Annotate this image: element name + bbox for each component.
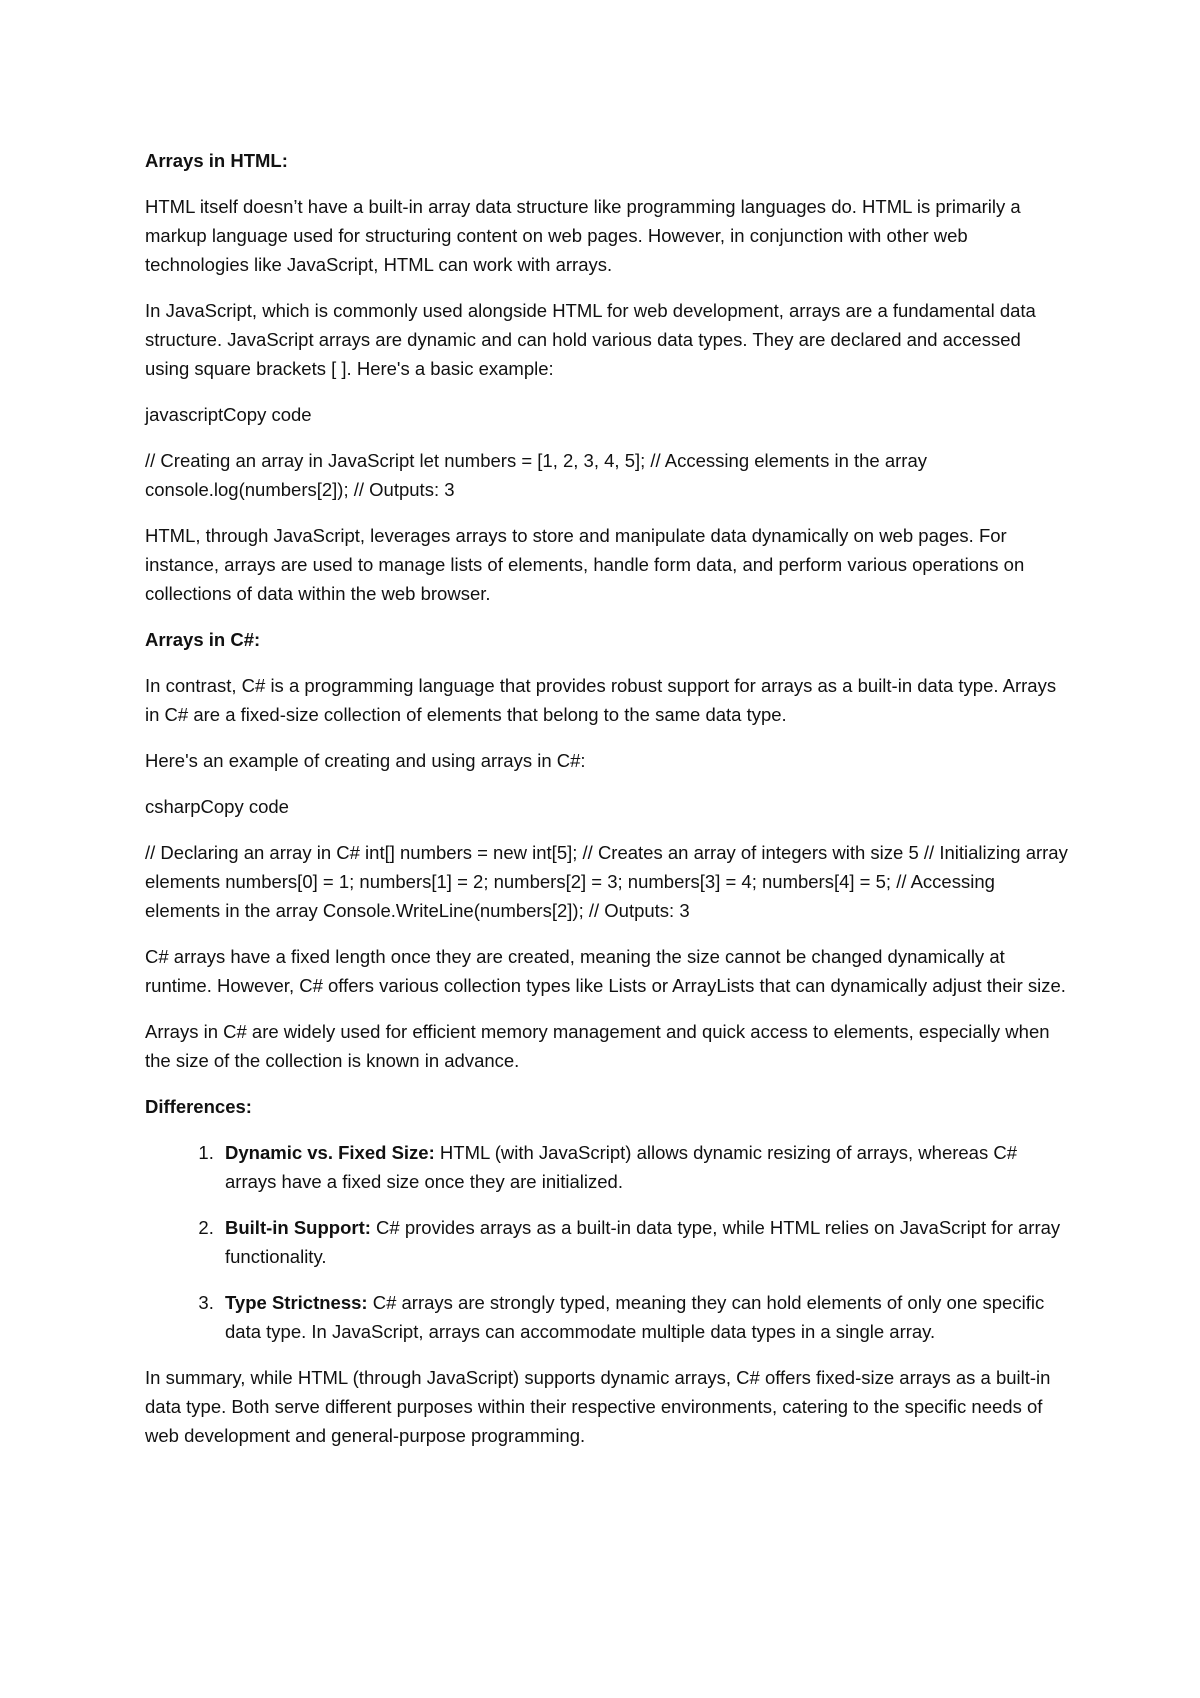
csharp-example-intro: Here's an example of creating and using arrays in C#:: [145, 750, 586, 771]
html-section-heading: Arrays in HTML:: [145, 150, 288, 171]
difference-text: HTML (with JavaScript) allows dynamic resizing of arrays, whereas C# arrays have a fixed size once they are initialized.: [225, 1142, 1018, 1192]
html-usage-paragraph: HTML, through JavaScript, leverages arrays to store and manipulate data dynamically on web pages. For instance, arrays are used to manage lists of elements, handle form data, and perform various operations on collections of data within the web browser.: [145, 525, 1025, 604]
difference-text: C# provides arrays as a built-in data type, while HTML relies on JavaScript for array functionality.: [225, 1217, 1061, 1267]
difference-term: Built-in Support:: [225, 1217, 371, 1238]
differences-heading: Differences:: [145, 1096, 252, 1117]
list-item: [219, 1138, 1070, 1196]
javascript-code-snippet: // Creating an array in JavaScript let numbers = [1, 2, 3, 4, 5]; // Accessing elements in the array console.log(numbers[2]); // Outputs: 3: [145, 450, 928, 500]
csharp-code-snippet: // Declaring an array in C# int[] numbers = new int[5]; // Creates an array of integers with size 5 // Initializing array elements numbers[0] = 1; numbers[1] = 2; numbers[2] = 3; numbers[3] = 4; numbers[4] = 5; // Accessing elements in the array Console.WriteLine(numbers[2]); // Outputs: 3: [145, 842, 1068, 921]
csharp-usage-paragraph: Arrays in C# are widely used for efficient memory management and quick access to elements, especially when the size of the collection is known in advance.: [145, 1021, 1050, 1071]
javascript-arrays-paragraph: In JavaScript, which is commonly used alongside HTML for web development, arrays are a fundamental data structure. JavaScript arrays are dynamic and can hold various data types. They are declared and accessed using square brackets [ ]. Here's a basic example:: [145, 300, 1036, 379]
csharp-fixed-length-paragraph: C# arrays have a fixed length once they are created, meaning the size cannot be changed dynamically at runtime. However, C# offers various collection types like Lists or ArrayLists that can dynamically adjust their size.: [145, 946, 1066, 996]
list-item: [219, 1213, 1070, 1271]
csharp-intro-paragraph: In contrast, C# is a programming language that provides robust support for arrays as a built-in data type. Arrays in C# are a fixed-size collection of elements that belong to the same data type.: [145, 675, 1057, 725]
difference-term: Type Strictness:: [225, 1292, 368, 1313]
differences-list: [145, 1138, 1070, 1346]
document-page: [145, 146, 1070, 1467]
html-intro-paragraph: HTML itself doesn’t have a built-in array data structure like programming languages do. HTML is primarily a markup language used for structuring content on web pages. However, in conjunction with other web technologies like JavaScript, HTML can work with arrays.: [145, 196, 1021, 275]
difference-text: C# arrays are strongly typed, meaning they can hold elements of only one specific data type. In JavaScript, arrays can accommodate multiple data types in a single array.: [225, 1292, 1045, 1342]
difference-term: Dynamic vs. Fixed Size:: [225, 1142, 435, 1163]
csharp-code-label: csharpCopy code: [145, 796, 289, 817]
csharp-section-heading: Arrays in C#:: [145, 629, 261, 650]
javascript-code-label: javascriptCopy code: [145, 404, 312, 425]
list-item: [219, 1288, 1070, 1346]
summary-paragraph: In summary, while HTML (through JavaScript) supports dynamic arrays, C# offers fixed-size arrays as a built-in data type. Both serve different purposes within their respective environments, catering to the specific needs of web development and general-purpose programming.: [145, 1367, 1051, 1446]
